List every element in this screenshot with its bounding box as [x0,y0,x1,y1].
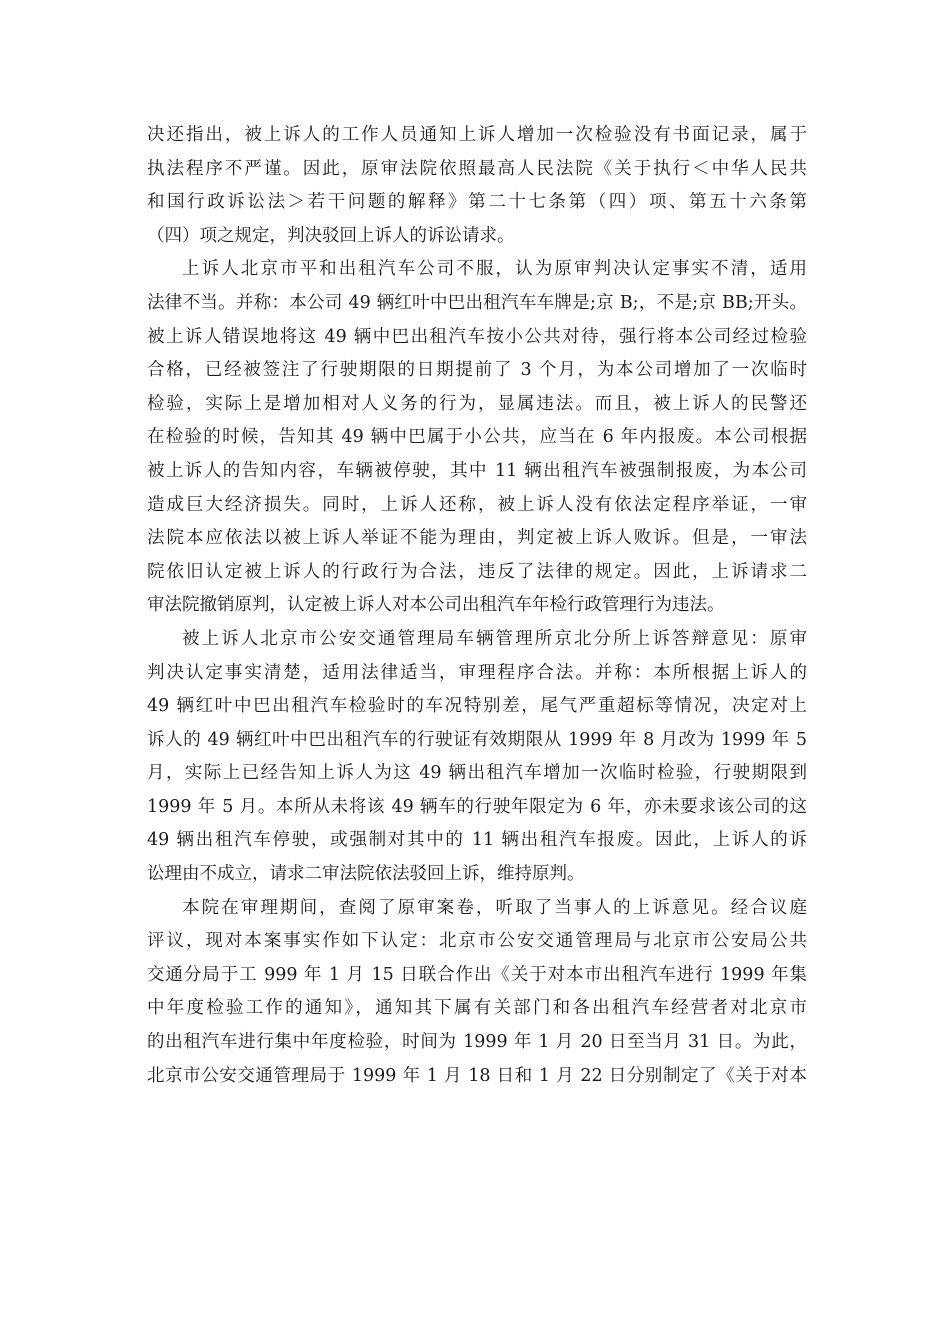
text-line: 在检验的时候，告知其 49 辆中巴属于小公共，应当在 6 年内报废。本公司根据 [147,427,807,448]
text-line: 法院本应依法以被上诉人举证不能为理由，判定被上诉人败诉。但是，一审法 [147,528,807,549]
text-line: 讼理由不成立，请求二审法院依法驳回上诉，维持原判。 [147,864,585,885]
paragraph-1 [147,119,807,253]
paragraph-3 [147,623,807,892]
text-line: 被上诉人北京市公安交通管理局车辆管理所京北分所上诉答辩意见：原审 [182,628,807,649]
paragraph-4 [147,892,807,1094]
text-line: （四）项之规定，判决驳回上诉人的诉讼请求。 [147,225,515,246]
text-line: 法律不当。并称：本公司 49 辆红叶中巴出租汽车车牌是;京 B;，不是;京 BB;开头。 [147,292,807,313]
text-line: 造成巨大经济损失。同时，上诉人还称，被上诉人没有依法定程序举证，一审 [147,494,807,515]
text-line: 评议，现对本案事实作如下认定：北京市公安交通管理局与北京市公安局公共 [147,931,807,952]
text-line: 判决认定事实清楚，适用法律适当，审理程序合法。并称：本所根据上诉人的 [147,662,807,683]
paragraph-2 [147,253,807,623]
text-line: 检验，实际上是增加相对人义务的行为，显属违法。而且，被上诉人的民警还 [147,393,807,414]
text-line: 北京市公安交通管理局于 1999 年 1 月 18 日和 1 月 22 日分别制定了《关于对本 [147,1065,807,1086]
text-line: 和国行政诉讼法＞若干问题的解释》第二十七条第（四）项、第五十六条第 [147,192,807,213]
text-line: 的出租汽车进行集中年度检验，时间为 1999 年 1 月 20 日至当月 31 日。为此， [147,1032,807,1053]
text-line: 月，实际上已经告知上诉人为这 49 辆出租汽车增加一次临时检验，行驶期限到 [147,763,807,784]
text-line: 诉人的 49 辆红叶中巴出租汽车的行驶证有效期限从 1999 年 8 月改为 1999 年 5 [147,729,807,750]
text-line: 审法院撤销原判，认定被上诉人对本公司出租汽车年检行政管理行为违法。 [147,595,725,616]
text-line: 49 辆红叶中巴出租汽车检验时的车况特别差，尾气严重超标等情况，决定对上 [147,696,807,717]
text-line: 合格，已经被签注了行驶期限的日期提前了 3 个月，为本公司增加了一次临时 [147,360,807,381]
text-line: 1999 年 5 月。本所从未将该 49 辆车的行驶年限定为 6 年，亦未要求该公司的这 [147,796,807,817]
text-line: 中年度检验工作的通知》，通知其下属有关部门和各出租汽车经营者对北京市 [147,998,807,1019]
text-line: 决还指出，被上诉人的工作人员通知上诉人增加一次检验没有书面记录，属于 [147,125,807,145]
text-line: 院依旧认定被上诉人的行政行为合法，违反了法律的规定。因此，上诉请求二 [147,561,807,582]
document-body [147,119,807,1093]
text-line: 49 辆出租汽车停驶，或强制对其中的 11 辆出租汽车报废。因此，上诉人的诉 [147,830,807,851]
text-line: 被上诉人的告知内容，车辆被停驶，其中 11 辆出租汽车被强制报废，为本公司 [147,460,807,481]
text-line: 交通分局于工 999 年 1 月 15 日联合作出《关于对本市出租汽车进行 1999 年集 [147,964,807,985]
text-line: 上诉人北京市平和出租汽车公司不服，认为原审判决认定事实不清，适用 [182,259,807,280]
text-line: 被上诉人错误地将这 49 辆中巴出租汽车按小公共对待，强行将本公司经过检验 [147,326,807,347]
text-line: 执法程序不严谨。因此，原审法院依照最高人民法院《关于执行＜中华人民共 [147,158,807,179]
text-line: 本院在审理期间，查阅了原审案卷，听取了当事人的上诉意见。经合议庭 [182,897,807,918]
